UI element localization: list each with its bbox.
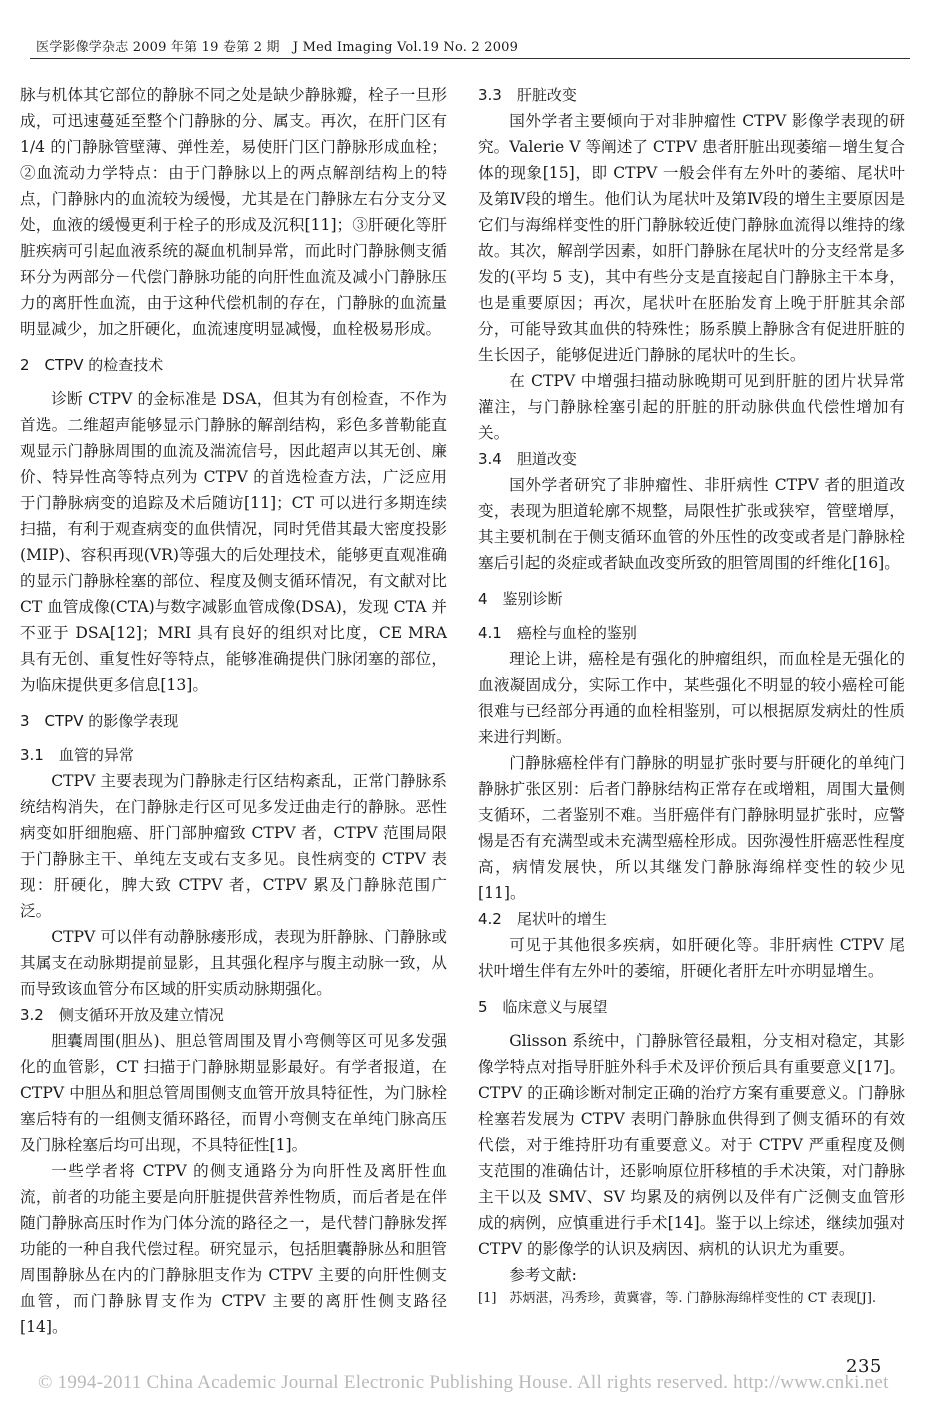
section-heading-3: 3 CTPV 的影像学表现 [20, 712, 179, 730]
section-heading-4: 4 鉴别诊断 [478, 590, 563, 608]
subsection-heading-3-1: 3.1 血管的异常 [20, 746, 134, 764]
paragraph: 在 CTPV 中增强扫描动脉晚期可见到肝脏的团片状异常灌注，与门静脉栓塞引起的肝脏的肝动脉供血代偿性增加有关。 [478, 372, 905, 442]
references-title: 参考文献: [509, 1266, 577, 1284]
reference-item: [1] 苏炳湛，冯秀珍，黄冀睿，等. 门静脉海绵样变性的 CT 表现[J]. [478, 1291, 877, 1306]
paragraph: Glisson 系统中，门静脉管径最粗，分支相对稳定，其影像学特点对指导肝脏外科手术及评价预后具有重要意义[17]。CTPV 的正确诊断对制定正确的治疗方案有重要意义。门静脉栓塞若发展为 CTPV 表明门静脉血供得到了侧支循环的有效代偿，对于维持肝功有重要意义。对于 CTPV 严重程度及侧支范围的准确估计，还影响原位肝移植的手术决策，对门静脉主干以及 SMV、SV 均累及的病例以及伴有广泛侧支血管形成的病例，应慎重进行手术[14]。鉴于以上综述，继续加强对 CTPV 的影像学的认识及病因、病机的认识尤为重要。 [478, 1032, 905, 1258]
subsection-heading-3-2: 3.2 侧支循环开放及建立情况 [20, 1006, 224, 1024]
page-number: 235 [846, 1356, 882, 1377]
paragraph: CTPV 可以伴有动静脉瘘形成，表现为肝静脉、门静脉或其属支在动脉期提前显影，且其强化程序与腹主动脉一致，从而导致该血管分布区域的肝实质动脉期强化。 [20, 928, 447, 998]
paragraph: 一些学者将 CTPV 的侧支通路分为向肝性及离肝性血流，前者的功能主要是向肝脏提供营养性物质，而后者是在伴随门静脉高压时作为门体分流的路径之一，是代替门静脉发挥功能的一种自我代偿过程。研究显示，包括胆囊静脉丛和胆管周围静脉丛在内的门静脉胆支作为 CTPV 主要的向肝性侧支血管，而门静脉胃支作为 CTPV 主要的离肝性侧支路径[14]。 [20, 1162, 447, 1336]
section-heading-2: 2 CTPV 的检查技术 [20, 356, 164, 374]
subsection-heading-3-3: 3.3 肝脏改变 [478, 86, 577, 104]
paragraph: 诊断 CTPV 的金标准是 DSA，但其为有创检查，不作为首选。二维超声能够显示门静脉的解剖结构，彩色多普勒能直观显示门静脉周围的血流及湍流信号，因此超声以其无创、廉价、特异性高等特点列为 CTPV 的首选检查方法，广泛应用于门静脉病变的追踪及术后随访[11]；CT 可以进行多期连续扫描，有利于观查病变的血供情况，同时凭借其最大密度投影(MIP)、容积再现(VR)等强大的后处理技术，能够更直观准确的显示门静脉栓塞的部位、程度及侧支循环情况，有文献对比 CT 血管成像(CTA)与数字减影血管成像(DSA)，发现 CTA 并不亚于 DSA[12]；MRI 具有良好的组织对比度，CE MRA 具有无创、重复性好等特点，能够准确提供门脉闭塞的部位，为临床提供更多信息[13]。 [20, 390, 447, 694]
paragraph: 国外学者主要倾向于对非肿瘤性 CTPV 影像学表现的研究。Valerie V 等阐述了 CTPV 患者肝脏出现萎缩－增生复合体的现象[15]，即 CTPV 一般会伴有左外叶的萎缩、尾状叶及第Ⅳ段的增生。他们认为尾状叶及第Ⅳ段的增生主要原因是它们与海绵样变性的肝门静脉较近使门静脉血流得以维持的缘故。其次，解剖学因素，如肝门静脉在尾状叶的分支经常是多发的(平均 5 支)，其中有些分支是直接起自门静脉主干本身，也是重要原因；再次，尾状叶在胚胎发育上晚于肝脏其余部分，可能导致其血供的特殊性；肠系膜上静脉含有促进肝脏的生长因子，能够促进近门静脉的尾状叶的生长。 [478, 112, 905, 364]
journal-header: 医学影像学杂志 2009 年第 19 卷第 2 期 J Med Imaging Vol.19 No. 2 2009 [36, 40, 519, 55]
right-column [478, 82, 905, 1310]
header-rule [30, 58, 910, 59]
paragraph: CTPV 主要表现为门静脉走行区结构紊乱，正常门静脉系统结构消失，在门静脉走行区可见多发迂曲走行的静脉。恶性病变如肝细胞癌、肝门部肿瘤致 CTPV 者，CTPV 范围局限于门静脉主干、单纯左支或右支多见。良性病变的 CTPV 表现：肝硬化，脾大致 CTPV 者，CTPV 累及门静脉范围广泛。 [20, 772, 447, 920]
paragraph: 脉与机体其它部位的静脉不同之处是缺少静脉瓣，栓子一旦形成，可迅速蔓延至整个门静脉的分、属支。再次，在肝门区有 1/4 的门静脉管壁薄、弹性差，易使肝门区门静脉形成血栓；②血流动力学特点：由于门静脉以上的两点解剖结构上的特点，门静脉内的血流较为缓慢，尤其是在门静脉左右分支分叉处，血液的缓慢更利于栓子的形成及沉积[11]；③肝硬化等肝脏疾病可引起血液系统的凝血机制异常，而此时门静脉侧支循环分为两部分－代偿门静脉功能的向肝性血流及减小门静脉压力的离肝性血流，由于这种代偿机制的存在，门静脉的血流量明显减少，加之肝硬化，血流速度明显减慢，血栓极易形成。 [20, 86, 447, 338]
copyright-footer: © 1994-2011 China Academic Journal Electronic Publishing House. All rights reserved. http://www.cnki.net [38, 1372, 889, 1393]
section-heading-5: 5 临床意义与展望 [478, 998, 608, 1016]
subsection-heading-4-2: 4.2 尾状叶的增生 [478, 910, 607, 928]
subsection-heading-4-1: 4.1 癌栓与血栓的鉴别 [478, 624, 637, 642]
paragraph: 理论上讲，癌栓是有强化的肿瘤组织，而血栓是无强化的血液凝固成分，实际工作中，某些强化不明显的较小癌栓可能很难与已经部分再通的血栓相鉴别，可以根据原发病灶的性质来进行判断。 [478, 650, 905, 746]
subsection-heading-3-4: 3.4 胆道改变 [478, 450, 577, 468]
paragraph: 可见于其他很多疾病，如肝硬化等。非肝病性 CTPV 尾状叶增生伴有左外叶的萎缩，肝硬化者肝左叶亦明显增生。 [478, 936, 905, 980]
paragraph: 门静脉癌栓伴有门静脉的明显扩张时要与肝硬化的单纯门静脉扩张区别：后者门静脉结构正常存在或增粗，周围大量侧支循环，二者鉴别不难。当肝癌伴有门静脉明显扩张时，应警惕是否有充满型或未充满型癌栓形成。因弥漫性肝癌恶性程度高，病情发展快，所以其继发门静脉海绵样变性的较少见[11]。 [478, 754, 905, 902]
paragraph: 胆囊周围(胆丛)、胆总管周围及胃小弯侧等区可见多发强化的血管影，CT 扫描于门静脉期显影最好。有学者报道，在 CTPV 中胆丛和胆总管周围侧支血管开放具特征性，为门脉栓塞后特有的一组侧支循环路径，而胃小弯侧支在单纯门脉高压及门脉栓塞后均可出现，不具特征性[1]。 [20, 1032, 447, 1154]
paragraph: 国外学者研究了非肿瘤性、非肝病性 CTPV 者的胆道改变，表现为胆道轮廓不规整，局限性扩张或狭窄，管壁增厚，其主要机制在于侧支循环血管的外压性的改变或者是门静脉栓塞后引起的炎症或者缺血改变所致的胆管周围的纤维化[16]。 [478, 476, 905, 572]
left-column [20, 82, 447, 1340]
